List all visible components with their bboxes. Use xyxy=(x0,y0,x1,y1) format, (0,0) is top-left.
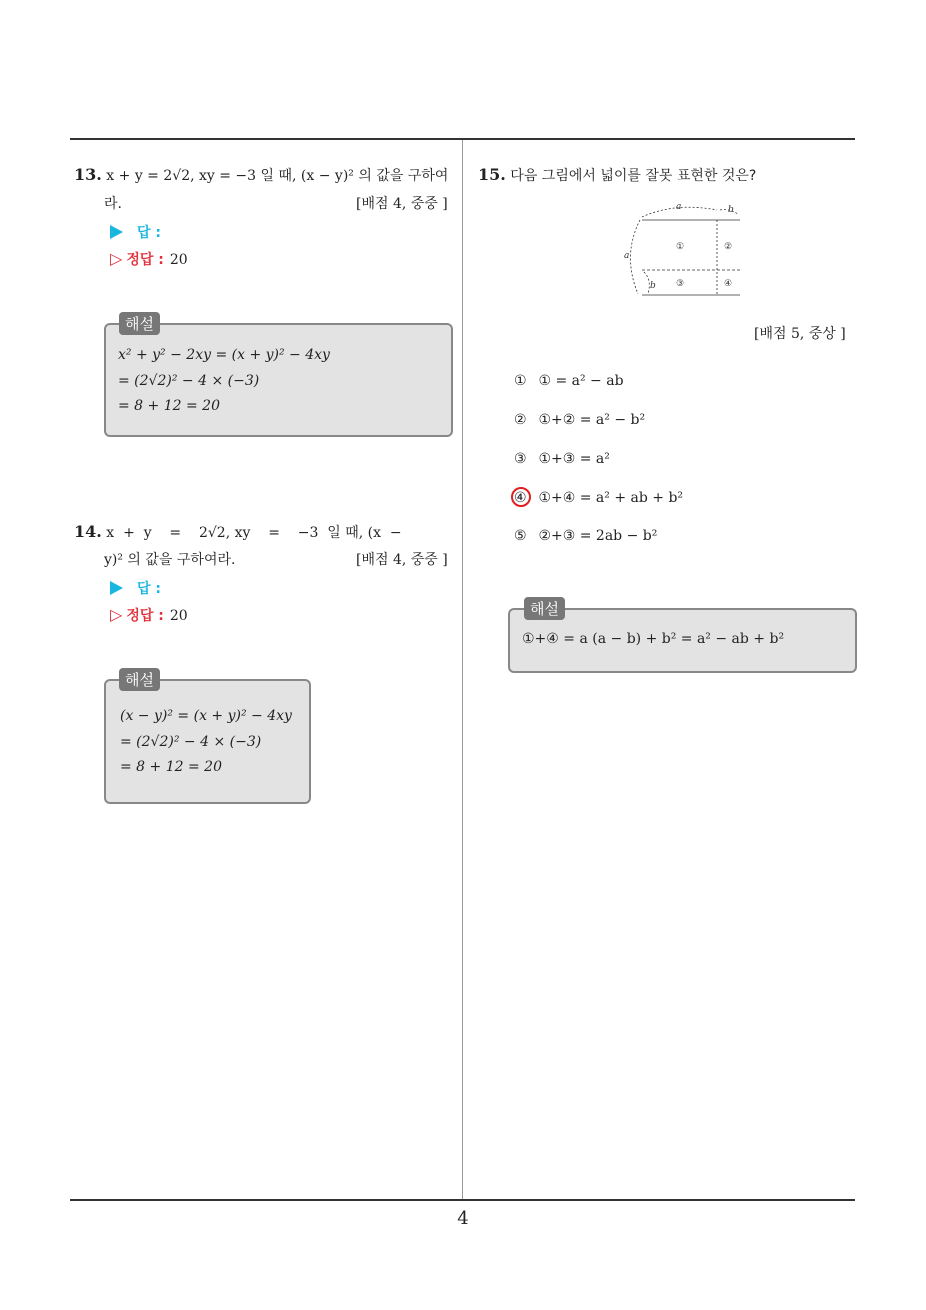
question-14-meta: [배점 4, 중중 ] xyxy=(356,552,448,568)
column-divider xyxy=(462,140,463,1200)
question-15-line1 xyxy=(478,165,756,185)
choice-number: ⑤ xyxy=(514,528,527,544)
figure-brace-b-left xyxy=(644,272,649,294)
figure-label-b-left: b xyxy=(650,281,656,291)
choice-number: ④ xyxy=(514,490,527,506)
question-15-meta: [배점 5, 중상 ] xyxy=(754,326,846,342)
question-15-explanation-tag: 해설 xyxy=(524,597,565,620)
figure-label-a-top: a xyxy=(676,202,682,212)
choice-1[interactable] xyxy=(514,373,624,389)
figure-region-1: ① xyxy=(676,242,685,252)
bottom-rule xyxy=(70,1199,855,1201)
play-triangle-icon xyxy=(110,225,123,239)
question-13-explanation-tag: 해설 xyxy=(119,312,160,335)
question-14-number: 14. xyxy=(74,522,102,541)
correct-label: 정답 : xyxy=(126,608,164,624)
question-14-line1 xyxy=(74,522,402,542)
question-15-number: 15. xyxy=(478,165,506,184)
explanation-line: x² + y² − 2xy = (x + y)² − 4xy xyxy=(118,347,330,363)
question-13-line2: 라. xyxy=(104,196,122,212)
choice-expression: ②+③ = 2ab − b² xyxy=(538,528,658,544)
question-14-explanation-tag: 해설 xyxy=(119,668,160,691)
figure-region-3: ③ xyxy=(676,279,685,289)
question-14-line2: y)² 의 값을 구하여라. xyxy=(104,552,236,568)
outline-triangle-icon: ▷ xyxy=(110,249,123,268)
explanation-line: = 8 + 12 = 20 xyxy=(118,398,220,414)
question-13-answer xyxy=(110,222,161,242)
explanation-line: ①+④ = a (a − b) + b² = a² − ab + b² xyxy=(522,631,785,647)
question-13-text: x + y = 2√2, xy = −3 일 때, (x − y)² 의 값을 구하여 xyxy=(106,168,449,184)
correct-value: 20 xyxy=(169,252,188,268)
choice-expression: ①+② = a² − b² xyxy=(538,412,646,428)
question-13-number: 13. xyxy=(74,165,102,184)
correct-value: 20 xyxy=(169,608,188,624)
figure-label-a-left: a xyxy=(624,251,630,261)
choice-expression: ① = a² − ab xyxy=(538,373,624,389)
area-figure xyxy=(620,200,744,300)
figure-region-4: ④ xyxy=(724,279,733,289)
choice-number: ① xyxy=(514,373,527,389)
explanation-line: = (2√2)² − 4 × (−3) xyxy=(118,373,260,389)
answer-label: 답 : xyxy=(137,581,161,597)
choice-5[interactable] xyxy=(514,528,657,544)
answer-label: 답 : xyxy=(137,225,161,241)
choice-2[interactable] xyxy=(514,412,645,428)
choice-expression: ①+④ = a² + ab + b² xyxy=(538,490,684,506)
choice-number: ② xyxy=(514,412,527,428)
correct-label: 정답 : xyxy=(126,252,164,268)
figure-region-2: ② xyxy=(724,242,733,252)
question-14-correct xyxy=(110,605,188,625)
play-triangle-icon xyxy=(110,581,123,595)
page-number: 4 xyxy=(457,1208,469,1229)
question-13-correct xyxy=(110,249,188,269)
question-14-text: x + y = 2√2, xy = −3 일 때, (x − xyxy=(106,525,402,541)
explanation-line: = 8 + 12 = 20 xyxy=(120,759,222,775)
choice-3[interactable] xyxy=(514,451,610,467)
outline-triangle-icon: ▷ xyxy=(110,605,123,624)
question-15-text: 다음 그림에서 넓이를 잘못 표현한 것은? xyxy=(510,168,757,184)
choice-4[interactable] xyxy=(514,490,683,506)
question-14-answer xyxy=(110,578,161,598)
figure-brace-a-left xyxy=(630,220,640,294)
question-13-line1 xyxy=(74,165,448,185)
choice-number: ③ xyxy=(514,451,527,467)
explanation-line: (x − y)² = (x + y)² − 4xy xyxy=(120,708,292,724)
figure-label-b-top: b xyxy=(728,205,734,215)
choice-expression: ①+③ = a² xyxy=(538,451,610,467)
explanation-line: = (2√2)² − 4 × (−3) xyxy=(120,734,262,750)
question-13-meta: [배점 4, 중중 ] xyxy=(356,196,448,212)
